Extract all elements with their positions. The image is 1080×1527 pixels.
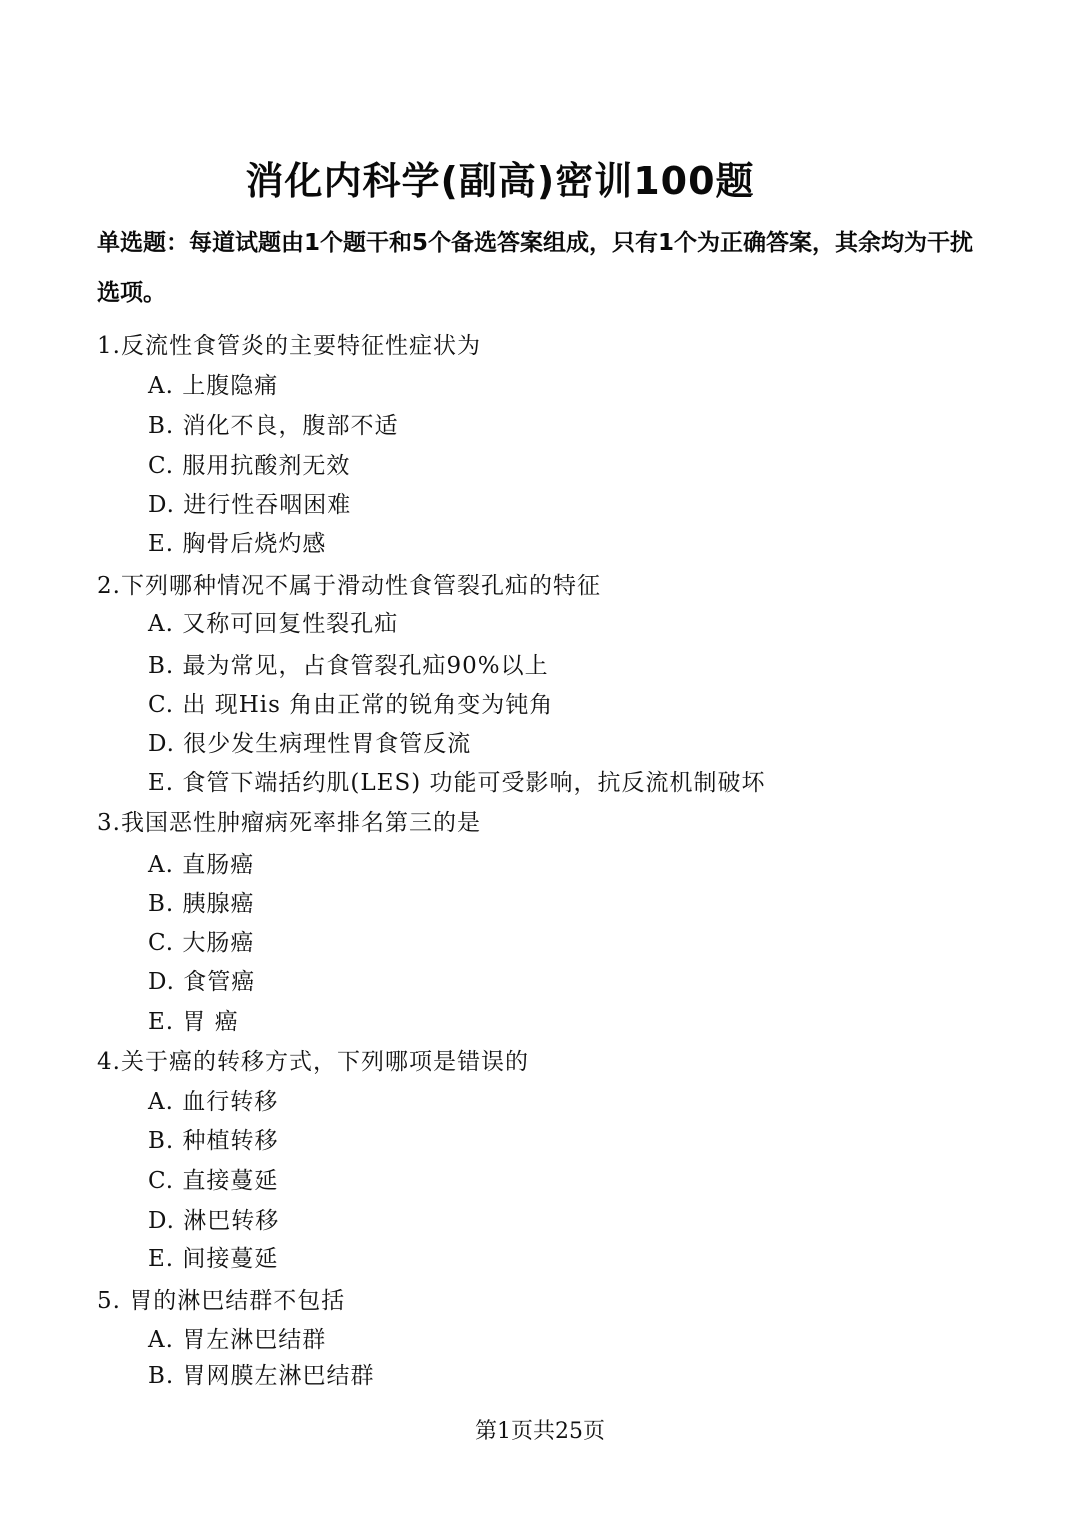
question-stem: 5. 胃的淋巴结群不包括 xyxy=(97,1288,346,1314)
question-stem: 4.关于癌的转移方式，下列哪项是错误的 xyxy=(97,1049,529,1075)
answer-option: E. 胸骨后烧灼感 xyxy=(148,531,327,557)
answer-option: A. 胃左淋巴结群 xyxy=(148,1327,327,1353)
answer-option: B. 种植转移 xyxy=(148,1128,279,1154)
answer-option: E. 间接蔓延 xyxy=(148,1246,279,1272)
answer-option: D. 很少发生病理性胃食管反流 xyxy=(148,731,472,757)
answer-option: B. 最为常见，占食管裂孔疝90%以上 xyxy=(148,653,549,679)
answer-option: C. 出 现His 角由正常的锐角变为钝角 xyxy=(148,692,554,718)
answer-option: B. 消化不良，腹部不适 xyxy=(148,413,399,439)
answer-option: D. 进行性吞咽困难 xyxy=(148,492,352,518)
instructions-text: 单选题：每道试题由1个题干和5个备选答案组成，只有1个为正确答案，其余均为干扰选项。 xyxy=(97,230,974,306)
answer-option: A. 又称可回复性裂孔疝 xyxy=(148,611,399,637)
answer-option: C. 服用抗酸剂无效 xyxy=(148,453,351,479)
page-footer: 第1页共25页 xyxy=(475,1419,605,1444)
answer-option: E. 食管下端括约肌(LES) 功能可受影响，抗反流机制破坏 xyxy=(148,770,766,796)
answer-option: D. 淋巴转移 xyxy=(148,1208,280,1234)
answer-option: A. 上腹隐痛 xyxy=(148,373,279,399)
answer-option: A. 血行转移 xyxy=(148,1089,279,1115)
question-stem: 3.我国恶性肿瘤病死率排名第三的是 xyxy=(97,810,481,836)
document-title: 消化内科学(副高)密训100题 xyxy=(245,159,755,203)
answer-option: B. 胰腺癌 xyxy=(148,891,255,917)
answer-option: B. 胃网膜左淋巴结群 xyxy=(148,1363,375,1389)
answer-option: D. 食管癌 xyxy=(148,969,256,995)
answer-option: E. 胃 癌 xyxy=(148,1009,239,1035)
answer-option: C. 直接蔓延 xyxy=(148,1168,279,1194)
question-stem: 1.反流性食管炎的主要特征性症状为 xyxy=(97,333,481,359)
question-stem: 2.下列哪种情况不属于滑动性食管裂孔疝的特征 xyxy=(97,573,601,599)
answer-option: C. 大肠癌 xyxy=(148,930,255,956)
answer-option: A. 直肠癌 xyxy=(148,852,255,878)
